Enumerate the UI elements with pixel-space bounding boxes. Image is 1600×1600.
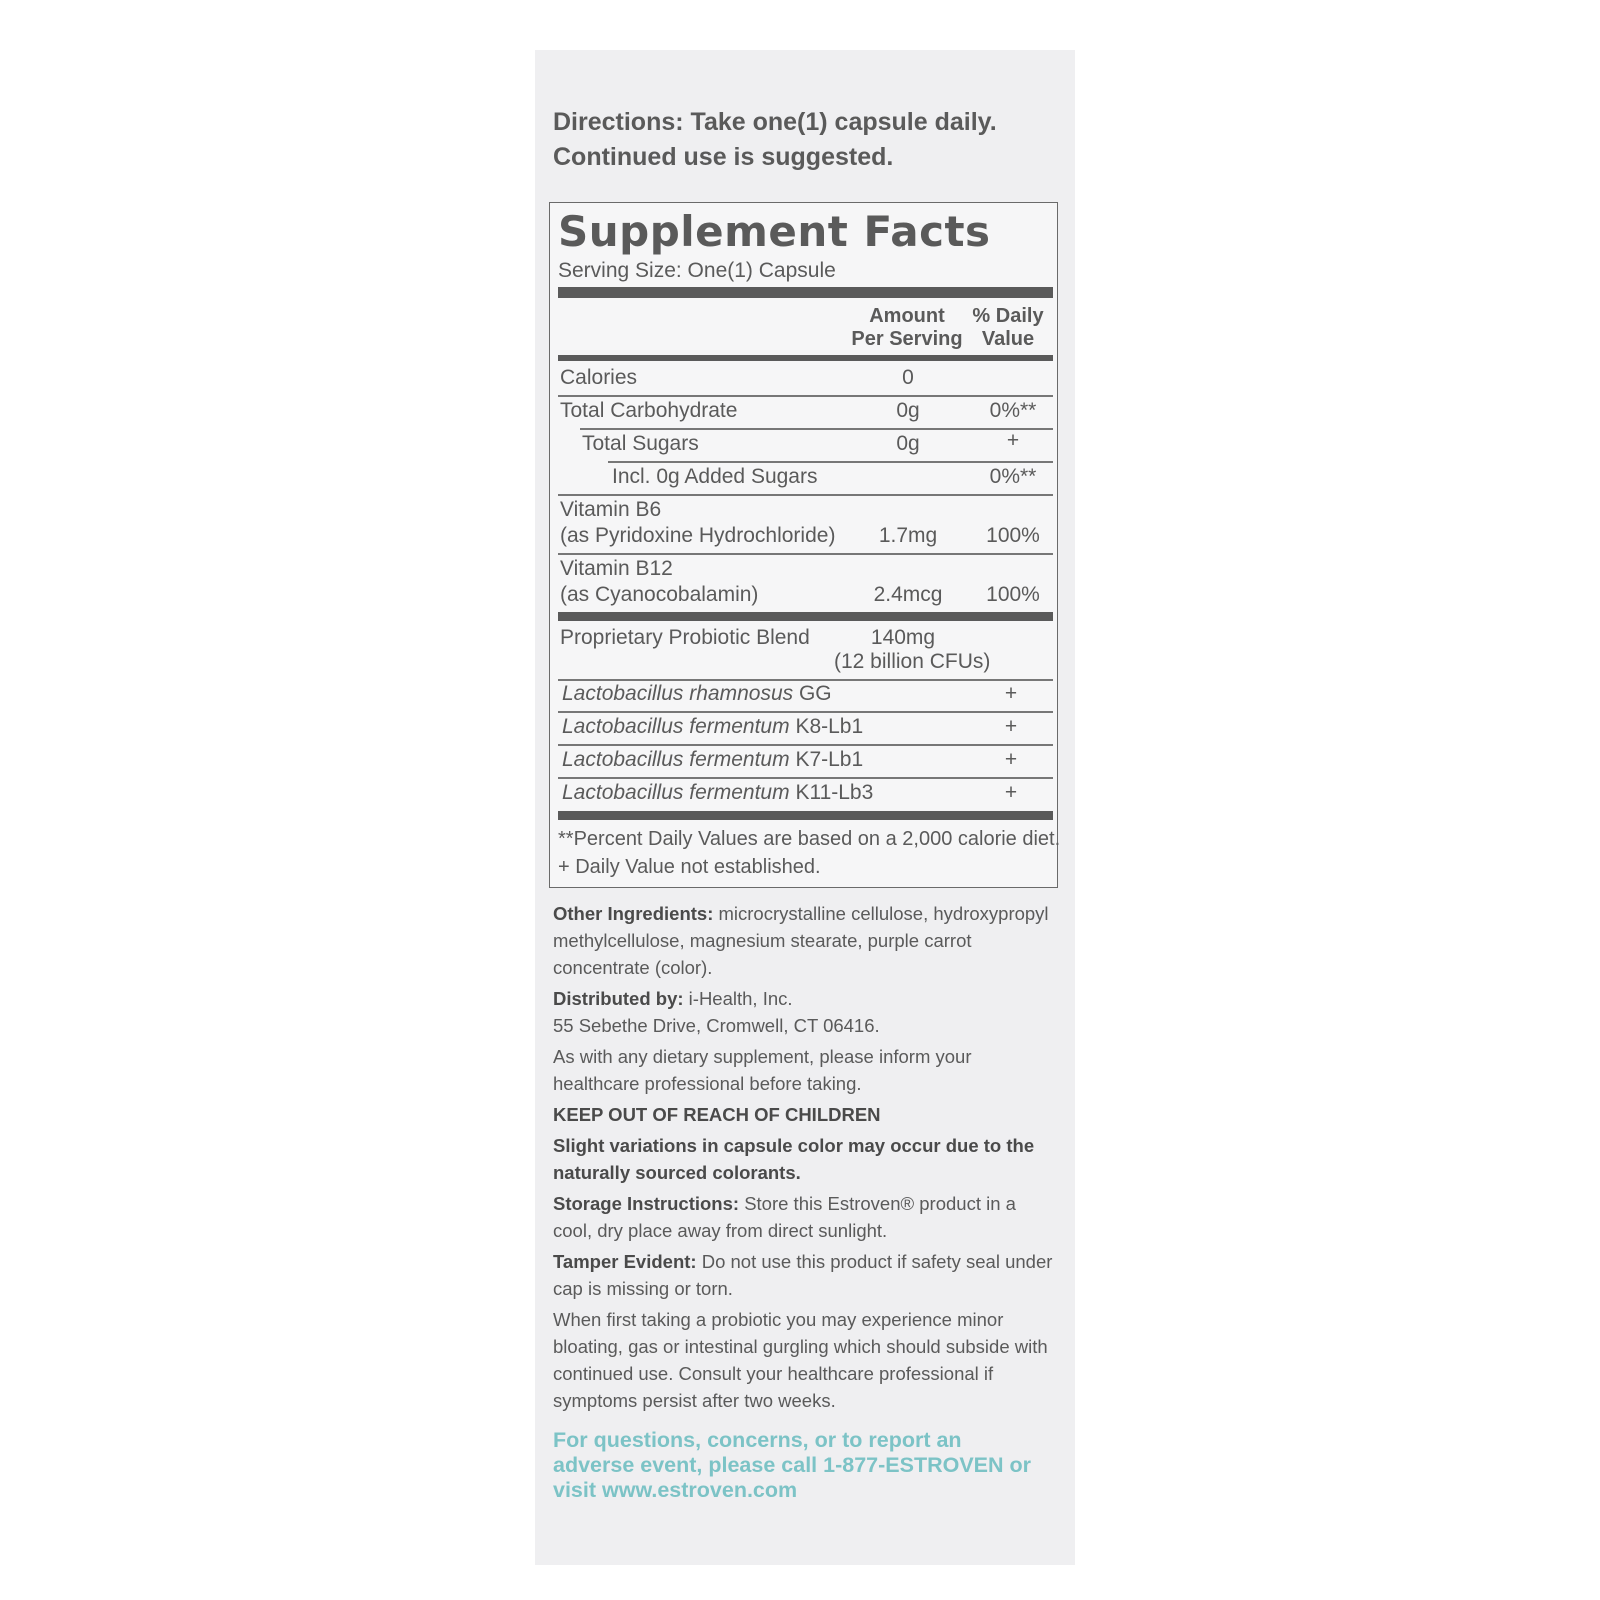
distributed-by — [553, 985, 1053, 1039]
directions — [553, 105, 1053, 175]
other-ingredients — [553, 900, 1053, 981]
medium-divider — [558, 355, 1053, 361]
storage-text: Store this Estroven® product in a cool, dry place away from direct sunlight. — [553, 1193, 1016, 1241]
strain-code: K8-Lb1 — [789, 715, 864, 738]
storage-instructions — [553, 1190, 1053, 1244]
strain-code: GG — [793, 682, 832, 705]
directions-line-2: Continued use is suggested. — [553, 143, 894, 171]
row-divider — [558, 395, 1053, 397]
strain-code: K7-Lb1 — [789, 748, 864, 771]
row-divider — [558, 494, 1053, 496]
strain-dv: + — [1004, 781, 1018, 804]
label-info — [553, 900, 1053, 1418]
strain-row — [562, 747, 863, 773]
header-amount-line-2: Per Serving — [851, 328, 963, 350]
tamper-label: Tamper Evident: — [553, 1251, 697, 1272]
supplement-facts-panel — [549, 202, 1061, 888]
strain-genus: Lactobacillus fermentum — [562, 748, 790, 771]
keep-out-text: KEEP OUT OF REACH OF CHILDREN — [553, 1104, 881, 1125]
blend-amount: 140mg — [870, 626, 936, 649]
row-name: Total Sugars — [582, 432, 699, 455]
row-amount: 2.4mcg — [873, 583, 943, 606]
strain-dv: + — [1004, 715, 1018, 738]
color-variation-note — [553, 1132, 1053, 1186]
row-dv: 100% — [986, 583, 1040, 606]
strain-dv: + — [1004, 748, 1018, 771]
thick-divider — [558, 287, 1053, 298]
row-name-detail: (as Pyridoxine Hydrochloride) — [560, 524, 836, 547]
thick-divider — [558, 811, 1053, 820]
row-divider — [558, 777, 1053, 779]
strain-row — [562, 714, 863, 740]
strain-genus: Lactobacillus rhamnosus — [562, 682, 794, 705]
directions-line-1: Directions: Take one(1) capsule daily. — [553, 108, 997, 136]
row-dv: 100% — [986, 524, 1040, 547]
tamper-evident — [553, 1248, 1053, 1302]
strain-genus: Lactobacillus fermentum — [562, 781, 790, 804]
footnote-not-established: + Daily Value not established. — [558, 856, 821, 878]
footnote-daily-values: **Percent Daily Values are based on a 2,000 calorie diet. — [558, 828, 1061, 850]
row-amount: 0g — [896, 432, 920, 455]
header-daily-value — [968, 305, 1048, 351]
keep-out-warning — [553, 1101, 1053, 1128]
strain-code: K11-Lb3 — [789, 781, 874, 804]
contact-info — [553, 1428, 1053, 1503]
blend-name: Proprietary Probiotic Blend — [560, 626, 810, 649]
row-amount: 1.7mg — [878, 524, 938, 547]
strain-dv: + — [1004, 682, 1018, 705]
thick-divider — [558, 612, 1053, 621]
row-divider — [558, 744, 1053, 746]
storage-label: Storage Instructions: — [553, 1193, 740, 1214]
row-divider — [558, 553, 1053, 555]
contact-line-2: adverse event, please call 1-877-ESTROVEN or — [553, 1453, 1032, 1477]
facts-title: Supplement Facts — [558, 207, 991, 256]
distributor-address: 55 Sebethe Drive, Cromwell, CT 06416. — [553, 1015, 880, 1036]
row-name: Incl. 0g Added Sugars — [612, 465, 818, 488]
healthcare-advice: As with any dietary supplement, please inform your healthcare professional before taking. — [553, 1046, 972, 1094]
other-ingredients-label: Other Ingredients: — [553, 903, 714, 924]
row-name: Vitamin B12 — [560, 557, 673, 580]
strain-genus: Lactobacillus fermentum — [562, 715, 790, 738]
other-ingredients-text: microcrystalline cellulose, hydroxypropyl methylcellulose, magnesium stearate, purple carrot concentrate (color). — [553, 903, 1049, 978]
serving-size: Serving Size: One(1) Capsule — [558, 259, 836, 282]
probiotic-note: When first taking a probiotic you may experience minor bloating, gas or intestinal gurgling which should subside with continued use. Consult your healthcare professional if symptoms persist after two weeks. — [553, 1309, 1048, 1411]
row-divider — [558, 711, 1053, 713]
row-name: Total Carbohydrate — [560, 399, 738, 422]
distributed-by-label: Distributed by: — [553, 988, 684, 1009]
row-dv: 0%** — [989, 399, 1037, 422]
row-name: Calories — [560, 366, 638, 389]
row-amount: 0 — [902, 366, 914, 389]
header-dv-line-2: Value — [981, 328, 1035, 350]
header-amount-line-1: Amount — [869, 305, 945, 327]
row-dv: + — [1006, 429, 1020, 452]
color-variation-text: Slight variations in capsule color may occur due to the naturally sourced colorants. — [553, 1135, 1035, 1183]
blend-cfus: (12 billion CFUs) — [834, 650, 991, 673]
row-amount: 0g — [896, 399, 920, 422]
row-dv: 0%** — [989, 465, 1037, 488]
strain-row — [562, 780, 873, 806]
contact-line-1: For questions, concerns, or to report an — [553, 1428, 962, 1452]
header-amount — [848, 305, 966, 351]
strain-row — [562, 681, 832, 707]
row-divider — [608, 461, 1053, 463]
row-name-detail: (as Cyanocobalamin) — [560, 583, 759, 606]
header-dv-line-1: % Daily — [972, 305, 1044, 327]
contact-line-3: visit www.estroven.com — [553, 1478, 798, 1502]
row-name: Vitamin B6 — [560, 498, 662, 521]
tamper-text: Do not use this product if safety seal under cap is missing or torn. — [553, 1251, 1053, 1299]
distributor-name: i-Health, Inc. — [683, 988, 793, 1009]
